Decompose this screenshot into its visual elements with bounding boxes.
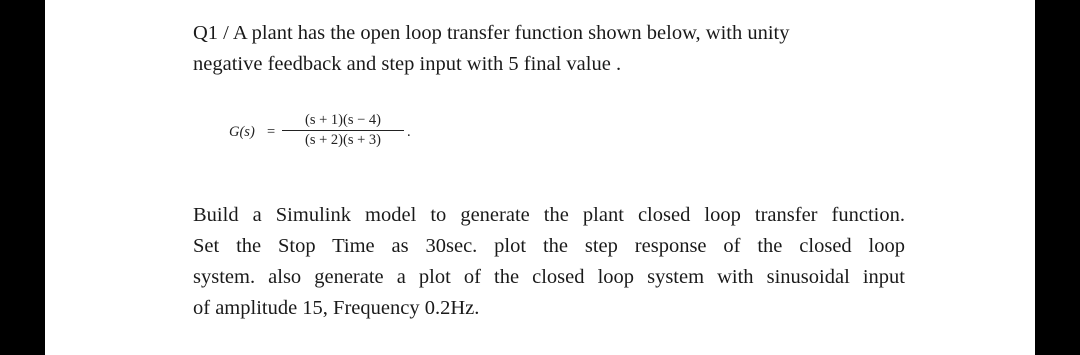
equation-denominator: (s + 2)(s + 3)	[305, 132, 381, 148]
document-page	[45, 0, 1035, 355]
task-line-1: Build a Simulink model to generate the plant closed loop transfer function.	[193, 204, 905, 226]
equation-equals: =	[267, 124, 276, 140]
task-line-2: Set the Stop Time as 30sec. plot the step response of the closed loop	[193, 235, 905, 257]
intro-line-2: negative feedback and step input with 5 final value .	[193, 53, 622, 75]
equation-fraction	[282, 112, 404, 149]
task-line-3: system. also generate a plot of the closed loop system with sinusoidal input	[193, 266, 905, 288]
question-task	[193, 200, 905, 324]
fraction-bar	[282, 130, 404, 131]
equation-lhs: G(s)	[229, 124, 255, 140]
equation-period: .	[407, 124, 411, 140]
task-line-4: of amplitude 15, Frequency 0.2Hz.	[193, 297, 480, 319]
question-intro	[193, 18, 905, 80]
intro-line-1: Q1 / A plant has the open loop transfer function shown below, with unity	[193, 22, 790, 44]
left-black-border	[0, 0, 45, 355]
right-black-border	[1035, 0, 1080, 355]
equation-numerator: (s + 1)(s − 4)	[305, 112, 381, 128]
